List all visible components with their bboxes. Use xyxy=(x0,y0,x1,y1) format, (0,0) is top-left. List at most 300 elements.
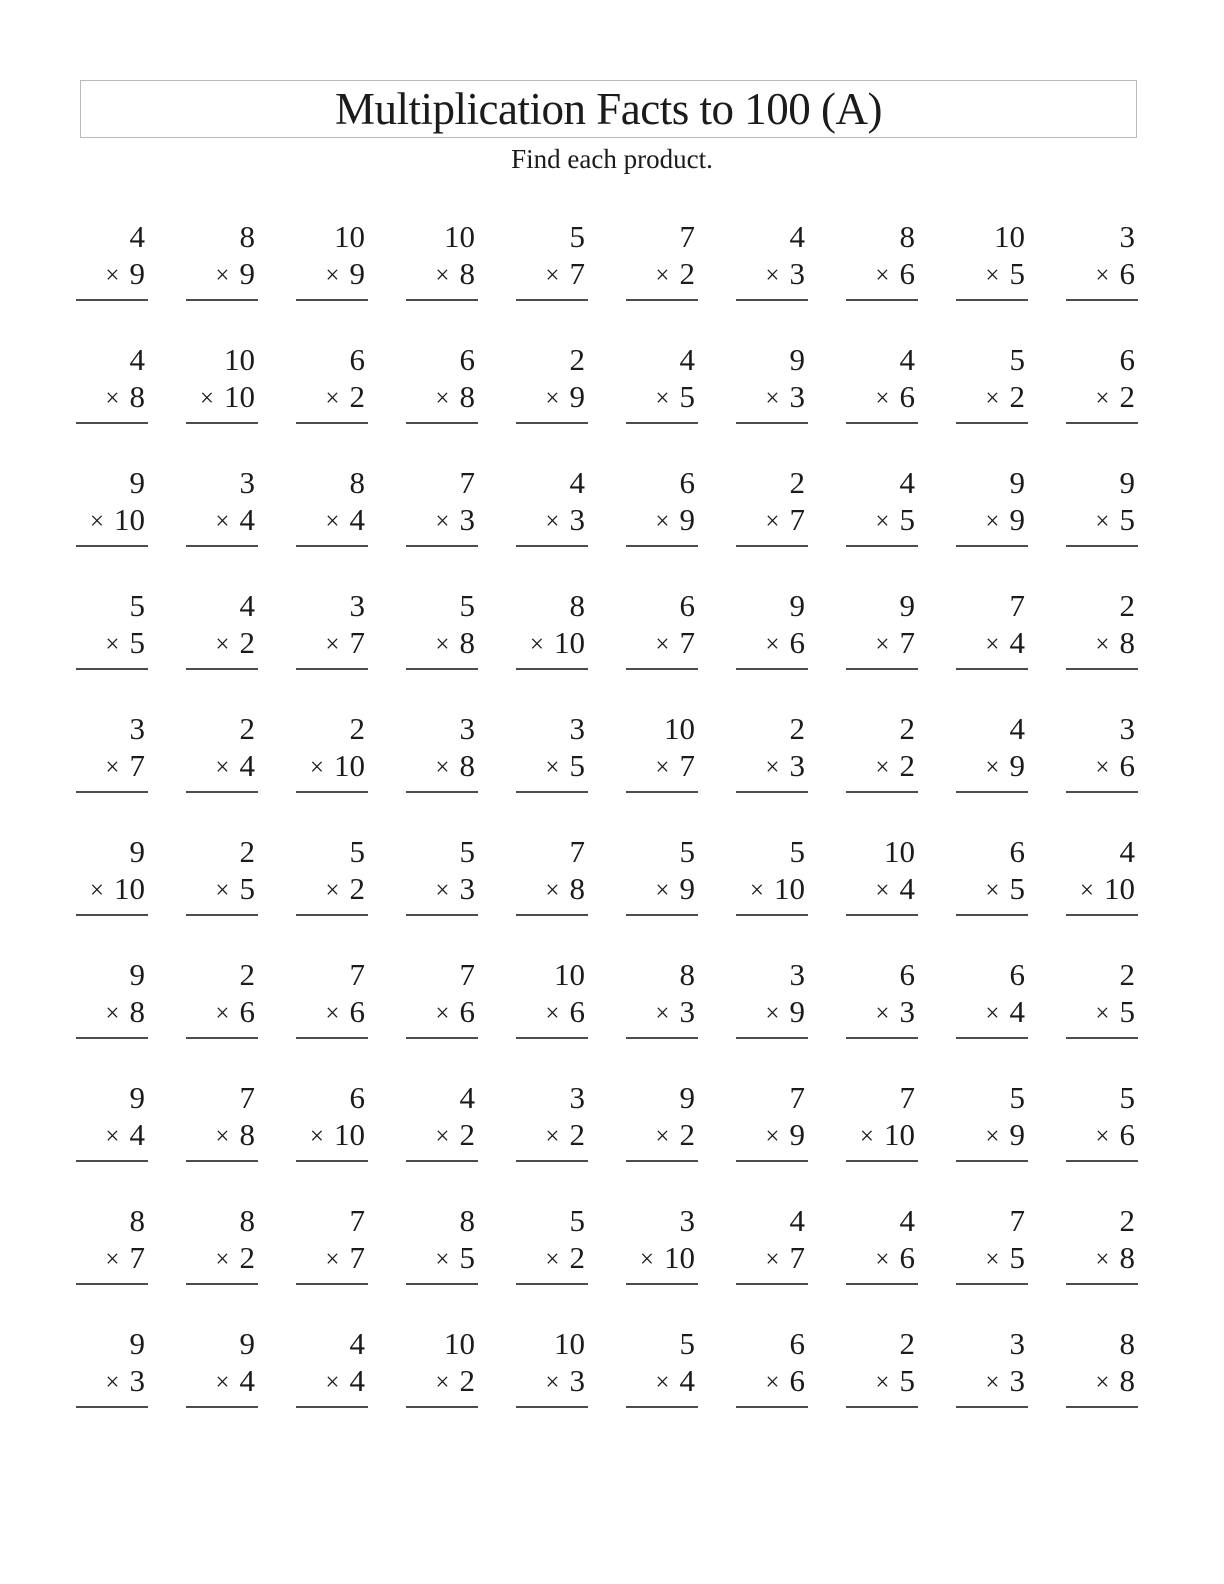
multiplicand: 7 xyxy=(459,465,475,500)
multiplier-row xyxy=(846,1362,918,1402)
multiplicand: 9 xyxy=(679,1080,695,1115)
multiplication-problem xyxy=(186,1202,258,1285)
multiplicand: 4 xyxy=(899,465,915,500)
multiplier: 8 xyxy=(129,994,145,1029)
multiplier: 9 xyxy=(239,256,255,291)
answer-line xyxy=(76,1283,148,1285)
multiplicand: 7 xyxy=(679,219,695,254)
answer-line xyxy=(186,1160,258,1162)
multiply-icon: × xyxy=(985,877,1000,904)
multiplication-problem xyxy=(846,833,918,916)
multiplier: 2 xyxy=(349,871,365,906)
multiplicand: 10 xyxy=(334,219,365,254)
answer-line xyxy=(516,1160,588,1162)
answer-line xyxy=(406,545,478,547)
multiply-icon: × xyxy=(985,262,1000,289)
multiply-icon: × xyxy=(215,1369,230,1396)
answer-line xyxy=(76,668,148,670)
answer-line xyxy=(846,545,918,547)
multiplier: 6 xyxy=(239,994,255,1029)
multiplier-row xyxy=(846,993,918,1033)
multiply-icon: × xyxy=(1095,1369,1110,1396)
multiplicand: 5 xyxy=(349,834,365,869)
multiply-icon: × xyxy=(325,1369,340,1396)
multiplier: 6 xyxy=(899,256,915,291)
answer-line xyxy=(186,668,258,670)
answer-line xyxy=(846,422,918,424)
multiplier-row xyxy=(76,378,148,418)
multiplicand: 7 xyxy=(1009,588,1025,623)
multiply-icon: × xyxy=(655,754,670,781)
multiplication-problem xyxy=(296,710,368,793)
multiplier-row xyxy=(186,255,258,295)
answer-line xyxy=(736,668,808,670)
multiplier: 7 xyxy=(349,1240,365,1275)
multiplicand: 8 xyxy=(129,1203,145,1238)
multiplier-row xyxy=(296,993,368,1033)
multiply-icon: × xyxy=(105,1369,120,1396)
multiply-icon: × xyxy=(655,1369,670,1396)
multiplication-problem xyxy=(406,956,478,1039)
answer-line xyxy=(406,1283,478,1285)
answer-line xyxy=(736,1406,808,1408)
multiply-icon: × xyxy=(215,754,230,781)
multiplier: 3 xyxy=(129,1363,145,1398)
multiplier: 4 xyxy=(349,1363,365,1398)
multiplication-problem xyxy=(626,218,698,301)
multiplier-row xyxy=(1066,378,1138,418)
multiplication-problem xyxy=(296,341,368,424)
multiplication-problem xyxy=(406,587,478,670)
multiplier: 10 xyxy=(224,379,255,414)
multiplier: 8 xyxy=(1119,625,1135,660)
answer-line xyxy=(846,299,918,301)
multiply-icon: × xyxy=(545,1123,560,1150)
multiply-icon: × xyxy=(655,508,670,535)
multiplier-row xyxy=(1066,255,1138,295)
multiplicand: 6 xyxy=(1119,342,1135,377)
multiplication-problem xyxy=(736,1202,808,1285)
answer-line xyxy=(516,914,588,916)
multiplication-problem xyxy=(296,218,368,301)
multiplication-problem xyxy=(406,1325,478,1408)
multiplication-problem xyxy=(736,464,808,547)
multiplication-problem xyxy=(956,587,1028,670)
answer-line xyxy=(76,422,148,424)
multiplier: 7 xyxy=(569,256,585,291)
multiplicand: 5 xyxy=(1009,1080,1025,1115)
multiplier: 5 xyxy=(679,379,695,414)
multiplier: 2 xyxy=(459,1363,475,1398)
multiplicand: 6 xyxy=(1009,957,1025,992)
answer-line xyxy=(186,299,258,301)
multiply-icon: × xyxy=(1095,1000,1110,1027)
answer-line xyxy=(516,791,588,793)
multiply-icon: × xyxy=(875,262,890,289)
multiplication-problem xyxy=(186,1325,258,1408)
multiplicand: 3 xyxy=(1119,711,1135,746)
multiplicand: 4 xyxy=(899,1203,915,1238)
multiplier: 3 xyxy=(789,748,805,783)
multiplicand: 6 xyxy=(349,1080,365,1115)
multiplicand: 7 xyxy=(239,1080,255,1115)
multiplicand: 7 xyxy=(1009,1203,1025,1238)
multiplier-row xyxy=(956,255,1028,295)
multiplication-problem xyxy=(626,587,698,670)
multiplier: 3 xyxy=(1009,1363,1025,1398)
multiplication-problem xyxy=(1066,464,1138,547)
answer-line xyxy=(736,1037,808,1039)
answer-line xyxy=(186,545,258,547)
multiplier: 4 xyxy=(679,1363,695,1398)
multiplication-problem xyxy=(516,1079,588,1162)
multiplicand: 3 xyxy=(569,711,585,746)
multiplication-problem xyxy=(626,464,698,547)
multiplicand: 8 xyxy=(569,588,585,623)
multiplier-row xyxy=(736,747,808,787)
multiplicand: 4 xyxy=(1119,834,1135,869)
multiplication-problem xyxy=(186,341,258,424)
multiplicand: 4 xyxy=(239,588,255,623)
multiplier: 5 xyxy=(459,1240,475,1275)
multiplier-row xyxy=(76,1116,148,1156)
answer-line xyxy=(406,1160,478,1162)
multiplier-row xyxy=(406,747,478,787)
multiplicand: 3 xyxy=(1009,1326,1025,1361)
multiplication-problem xyxy=(516,464,588,547)
multiplier-row xyxy=(186,624,258,664)
multiplication-problem xyxy=(296,1202,368,1285)
multiplication-problem xyxy=(76,833,148,916)
multiplier-row xyxy=(846,1239,918,1279)
multiplier-row xyxy=(1066,1362,1138,1402)
multiplication-problem xyxy=(76,218,148,301)
multiplication-problem xyxy=(516,218,588,301)
multiply-icon: × xyxy=(655,385,670,412)
multiplicand: 5 xyxy=(679,834,695,869)
multiplication-problem xyxy=(76,710,148,793)
multiplier: 4 xyxy=(899,871,915,906)
multiply-icon: × xyxy=(325,262,340,289)
multiplier: 7 xyxy=(129,748,145,783)
multiplier: 4 xyxy=(1009,994,1025,1029)
multiply-icon: × xyxy=(215,508,230,535)
multiplier: 3 xyxy=(459,871,475,906)
multiplier: 8 xyxy=(459,625,475,660)
multiply-icon: × xyxy=(105,385,120,412)
multiplier-row xyxy=(846,501,918,541)
multiplier: 2 xyxy=(239,625,255,660)
answer-line xyxy=(626,1283,698,1285)
multiplier-row xyxy=(846,870,918,910)
multiplicand: 10 xyxy=(994,219,1025,254)
multiplier-row xyxy=(296,378,368,418)
answer-line xyxy=(516,422,588,424)
multiplicand: 3 xyxy=(239,465,255,500)
multiplier-row xyxy=(516,378,588,418)
multiply-icon: × xyxy=(105,754,120,781)
multiplication-problem xyxy=(406,1079,478,1162)
multiplicand: 2 xyxy=(789,465,805,500)
answer-line xyxy=(296,1283,368,1285)
multiplier: 6 xyxy=(569,994,585,1029)
multiplier: 8 xyxy=(1119,1363,1135,1398)
answer-line xyxy=(736,422,808,424)
multiply-icon: × xyxy=(859,1123,874,1150)
multiplier-row xyxy=(76,747,148,787)
answer-line xyxy=(76,545,148,547)
multiplier: 9 xyxy=(1009,748,1025,783)
multiplicand: 10 xyxy=(884,834,915,869)
multiplicand: 6 xyxy=(899,957,915,992)
multiplication-problem xyxy=(186,710,258,793)
multiply-icon: × xyxy=(435,1246,450,1273)
answer-line xyxy=(736,1160,808,1162)
multiplication-problem xyxy=(516,1325,588,1408)
multiply-icon: × xyxy=(765,1246,780,1273)
multiplier: 6 xyxy=(459,994,475,1029)
answer-line xyxy=(406,422,478,424)
answer-line xyxy=(626,1406,698,1408)
multiplicand: 10 xyxy=(444,219,475,254)
multiplier-row xyxy=(186,1116,258,1156)
page-title: Multiplication Facts to 100 (A) xyxy=(335,83,882,134)
multiplier: 5 xyxy=(1119,994,1135,1029)
multiplicand: 2 xyxy=(349,711,365,746)
multiplicand: 9 xyxy=(129,465,145,500)
multiplicand: 5 xyxy=(569,1203,585,1238)
answer-line xyxy=(956,668,1028,670)
multiplier: 2 xyxy=(569,1117,585,1152)
multiplicand: 5 xyxy=(129,588,145,623)
multiply-icon: × xyxy=(655,1000,670,1027)
answer-line xyxy=(296,1037,368,1039)
multiplier-row xyxy=(186,747,258,787)
multiplication-problem xyxy=(736,956,808,1039)
multiplicand: 4 xyxy=(459,1080,475,1115)
multiplier-row xyxy=(516,870,588,910)
multiplier: 7 xyxy=(899,625,915,660)
multiplication-problem xyxy=(626,1202,698,1285)
multiplication-problem xyxy=(406,1202,478,1285)
multiplier-row xyxy=(1066,993,1138,1033)
multiplier: 10 xyxy=(1104,871,1135,906)
answer-line xyxy=(406,914,478,916)
multiply-icon: × xyxy=(655,262,670,289)
multiplication-problem xyxy=(1066,1202,1138,1285)
multiply-icon: × xyxy=(875,631,890,658)
multiplicand: 6 xyxy=(679,465,695,500)
answer-line xyxy=(956,299,1028,301)
multiplier: 9 xyxy=(789,1117,805,1152)
multiplicand: 4 xyxy=(899,342,915,377)
multiplier: 7 xyxy=(679,748,695,783)
multiplicand: 6 xyxy=(349,342,365,377)
multiplicand: 6 xyxy=(679,588,695,623)
multiplicand: 10 xyxy=(444,1326,475,1361)
multiplicand: 7 xyxy=(349,957,365,992)
multiplicand: 9 xyxy=(239,1326,255,1361)
multiplier-row xyxy=(626,747,698,787)
multiplication-problem xyxy=(1066,1325,1138,1408)
multiplier: 9 xyxy=(1009,502,1025,537)
answer-line xyxy=(956,1406,1028,1408)
answer-line xyxy=(956,422,1028,424)
answer-line xyxy=(956,1283,1028,1285)
answer-line xyxy=(516,299,588,301)
answer-line xyxy=(296,791,368,793)
multiply-icon: × xyxy=(875,1369,890,1396)
multiplicand: 6 xyxy=(1009,834,1025,869)
answer-line xyxy=(186,914,258,916)
multiplier-row xyxy=(956,1116,1028,1156)
multiply-icon: × xyxy=(435,1369,450,1396)
multiplication-problem xyxy=(956,956,1028,1039)
multiplication-problem xyxy=(736,710,808,793)
answer-line xyxy=(186,1037,258,1039)
multiplicand: 3 xyxy=(679,1203,695,1238)
answer-line xyxy=(186,422,258,424)
multiplicand: 9 xyxy=(899,588,915,623)
multiply-icon: × xyxy=(529,631,544,658)
multiply-icon: × xyxy=(105,1123,120,1150)
multiplier: 10 xyxy=(114,871,145,906)
multiplicand: 9 xyxy=(789,588,805,623)
multiplicand: 4 xyxy=(129,342,145,377)
multiplicand: 7 xyxy=(569,834,585,869)
multiplier-row xyxy=(186,501,258,541)
multiplication-problem xyxy=(406,218,478,301)
multiplier-row xyxy=(736,1362,808,1402)
multiplier: 10 xyxy=(774,871,805,906)
answer-line xyxy=(626,668,698,670)
multiplier-row xyxy=(956,378,1028,418)
multiply-icon: × xyxy=(1095,754,1110,781)
multiplicand: 2 xyxy=(1119,588,1135,623)
answer-line xyxy=(76,1406,148,1408)
multiplier: 9 xyxy=(679,502,695,537)
multiplication-problem xyxy=(626,1325,698,1408)
multiplicand: 10 xyxy=(554,957,585,992)
multiplication-problem xyxy=(186,956,258,1039)
multiplication-problem xyxy=(76,1202,148,1285)
multiplier: 3 xyxy=(459,502,475,537)
multiplication-problem xyxy=(1066,218,1138,301)
multiply-icon: × xyxy=(325,508,340,535)
answer-line xyxy=(956,1037,1028,1039)
answer-line xyxy=(1066,668,1138,670)
multiply-icon: × xyxy=(89,508,104,535)
multiplier: 3 xyxy=(679,994,695,1029)
multiply-icon: × xyxy=(309,1123,324,1150)
multiply-icon: × xyxy=(749,877,764,904)
multiply-icon: × xyxy=(199,385,214,412)
multiplication-problem xyxy=(76,341,148,424)
multiplier: 2 xyxy=(1009,379,1025,414)
multiplication-problem xyxy=(186,464,258,547)
multiplier-row xyxy=(626,1116,698,1156)
multiplication-problem xyxy=(296,1325,368,1408)
multiplier-row xyxy=(626,624,698,664)
multiplicand: 2 xyxy=(239,834,255,869)
multiplier-row xyxy=(76,255,148,295)
multiplier: 3 xyxy=(569,502,585,537)
multiplier-row xyxy=(296,624,368,664)
multiplier-row xyxy=(956,501,1028,541)
answer-line xyxy=(1066,1406,1138,1408)
multiplier-row xyxy=(846,624,918,664)
multiplicand: 5 xyxy=(679,1326,695,1361)
multiplicand: 7 xyxy=(459,957,475,992)
multiplication-problem xyxy=(1066,710,1138,793)
multiplicand: 10 xyxy=(664,711,695,746)
answer-line xyxy=(406,299,478,301)
multiplier-row xyxy=(516,1239,588,1279)
answer-line xyxy=(846,1406,918,1408)
answer-line xyxy=(76,914,148,916)
multiplier: 4 xyxy=(129,1117,145,1152)
multiplicand: 3 xyxy=(569,1080,585,1115)
multiplier: 5 xyxy=(1009,1240,1025,1275)
multiplier: 3 xyxy=(569,1363,585,1398)
multiplicand: 3 xyxy=(459,711,475,746)
multiplier-row xyxy=(296,501,368,541)
multiply-icon: × xyxy=(545,877,560,904)
multiply-icon: × xyxy=(435,1123,450,1150)
multiplication-problem xyxy=(76,1325,148,1408)
multiplier: 5 xyxy=(129,625,145,660)
multiply-icon: × xyxy=(639,1246,654,1273)
multiply-icon: × xyxy=(985,1369,1000,1396)
multiplier: 6 xyxy=(1119,1117,1135,1152)
multiplier: 8 xyxy=(459,256,475,291)
multiplication-problem xyxy=(296,956,368,1039)
multiply-icon: × xyxy=(435,262,450,289)
multiplication-problem xyxy=(956,1325,1028,1408)
multiply-icon: × xyxy=(875,877,890,904)
answer-line xyxy=(186,791,258,793)
answer-line xyxy=(186,1283,258,1285)
answer-line xyxy=(1066,422,1138,424)
multiplication-problem xyxy=(516,710,588,793)
answer-line xyxy=(846,791,918,793)
multiplier-row xyxy=(956,870,1028,910)
multiplier-row xyxy=(186,993,258,1033)
multiplication-problem xyxy=(956,833,1028,916)
multiply-icon: × xyxy=(875,385,890,412)
multiplier: 10 xyxy=(554,625,585,660)
answer-line xyxy=(956,914,1028,916)
multiply-icon: × xyxy=(215,1123,230,1150)
multiplier-row xyxy=(956,624,1028,664)
multiplicand: 3 xyxy=(349,588,365,623)
multiplier-row xyxy=(736,870,808,910)
multiplication-problem xyxy=(76,587,148,670)
multiplicand: 4 xyxy=(789,1203,805,1238)
multiplier-row xyxy=(516,501,588,541)
multiply-icon: × xyxy=(435,385,450,412)
multiplication-problem xyxy=(296,1079,368,1162)
multiply-icon: × xyxy=(89,877,104,904)
multiplier: 2 xyxy=(239,1240,255,1275)
multiplier: 5 xyxy=(899,502,915,537)
multiplication-problem xyxy=(626,341,698,424)
multiplier-row xyxy=(296,747,368,787)
multiply-icon: × xyxy=(435,1000,450,1027)
multiplier-row xyxy=(956,1239,1028,1279)
multiplicand: 2 xyxy=(239,711,255,746)
multiply-icon: × xyxy=(765,754,780,781)
